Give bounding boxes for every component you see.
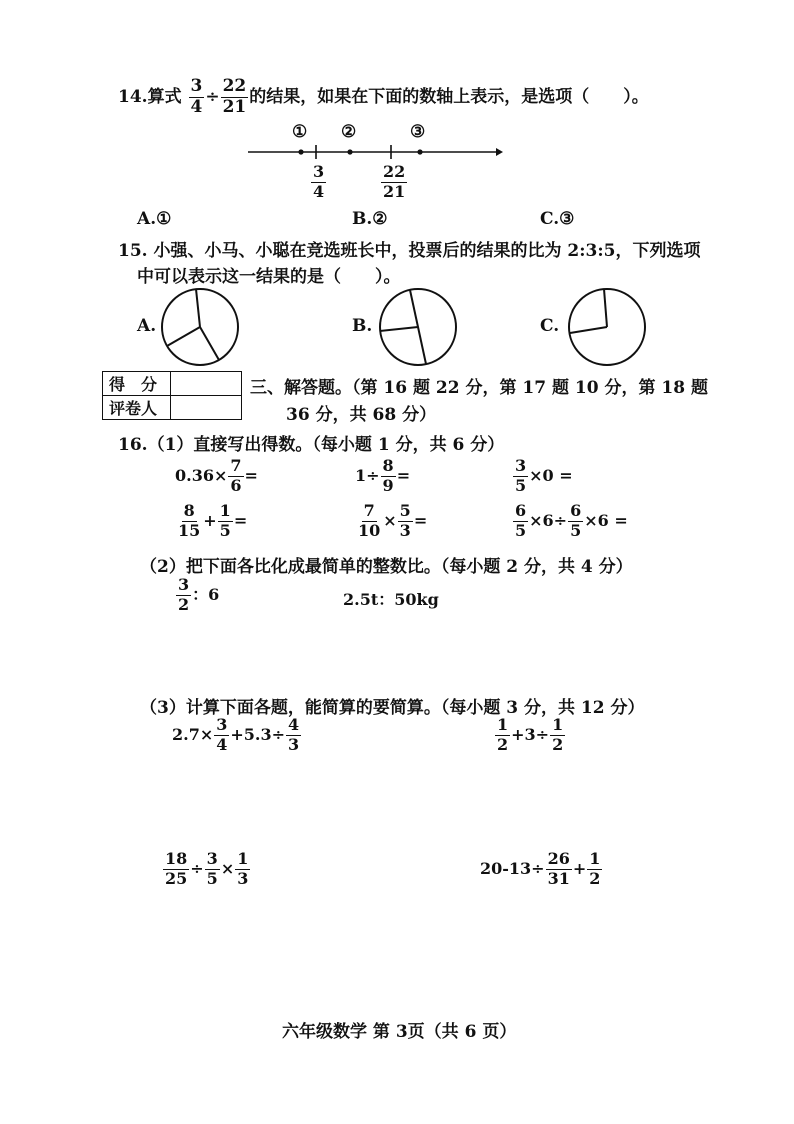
- number-line-point-3: [417, 149, 422, 154]
- score-cell[interactable]: [171, 372, 242, 396]
- section-3-heading-cont: 36 分，共 68 分）: [286, 405, 437, 425]
- page-footer: 六年级数学 第 3页（共 6 页）: [282, 1022, 517, 1042]
- q16-p1-item-e: $\frac{7}{10}$ × $\frac{5}{3}$ =: [358, 501, 428, 540]
- q15-option-b-label[interactable]: B.: [352, 316, 373, 336]
- q16-p1-item-c: $\frac{3}{5}$ ×0 =: [515, 456, 573, 495]
- pie-a-divider-2: [200, 327, 219, 360]
- q14-tail: 的结果，如果在下面的数轴上表示，是选项（ ）。: [249, 86, 649, 107]
- q16-p1-item-d: $\frac{8}{15}$ + $\frac{1}{5}$ =: [178, 501, 248, 540]
- q16-p3-item-a: 2.7× $\frac{3}{4}$ +5.3÷ $\frac{4}{3}$: [172, 715, 300, 754]
- q14-option-b[interactable]: B.②: [352, 209, 388, 229]
- grader-label: 评卷人: [103, 396, 171, 420]
- q14-tick-label-1: $\frac{3}{4}$: [313, 162, 325, 201]
- q14-operator: ÷: [205, 86, 220, 107]
- q15-pie-b[interactable]: [378, 287, 458, 367]
- q16-p1-item-b: 1÷ $\frac{8}{9}$ =: [355, 456, 411, 495]
- q16-p3-item-d: 20-13÷ $\frac{26}{31}$ + $\frac{1}{2}$: [480, 849, 601, 888]
- number-line-point-2: [347, 149, 352, 154]
- number-line-arrow: [496, 148, 503, 156]
- q14-mark-3: ③: [410, 122, 426, 142]
- q14-mark-1: ①: [292, 122, 308, 142]
- q16-p3-item-c: $\frac{18}{25}$ ÷ $\frac{3}{5}$ × $\frac{1}{3}$: [165, 849, 249, 888]
- q14-option-c[interactable]: C.③: [540, 209, 575, 229]
- q14-number: 14.: [118, 86, 148, 107]
- score-table: [102, 371, 242, 420]
- q16-part3-title: （3）计算下面各题，能简算的要简算。（每小题 3 分，共 12 分）: [140, 698, 645, 718]
- q16-part2-title: （2）把下面各比化成最简单的整数比。（每小题 2 分，共 4 分）: [140, 557, 633, 577]
- pie-c-divider-1: [604, 289, 607, 327]
- q14-fraction-2: $\frac{22}{21}$: [222, 76, 247, 117]
- pie-a-divider-1: [196, 289, 200, 327]
- q16-part1-title: 16.（1）直接写出得数。（每小题 1 分，共 6 分）: [118, 435, 505, 455]
- number-line-point-1: [298, 149, 303, 154]
- q15-line-2: 中可以表示这一结果的是（ ）。: [137, 267, 401, 287]
- q15-pie-c[interactable]: [567, 287, 647, 367]
- score-label: 得 分: [103, 372, 171, 396]
- q14-fraction-1: $\frac{3}{4}$: [190, 76, 203, 117]
- pie-a-divider-3: [167, 327, 200, 346]
- q14-option-a[interactable]: A.①: [137, 209, 172, 229]
- q15-line-1: 15. 小强、小马、小聪在竞选班长中，投票后的结果的比为 2:3:5，下列选项: [118, 241, 701, 261]
- q14-mark-2: ②: [341, 122, 357, 142]
- q16-p1-item-f: $\frac{6}{5}$ ×6÷ $\frac{6}{5}$ ×6 =: [515, 501, 628, 540]
- q14-tick-label-2: $\frac{22}{21}$: [383, 162, 406, 201]
- q14-number-line: [248, 144, 503, 164]
- pie-c-divider-2: [570, 327, 607, 333]
- q16-p2-item-a: $\frac{3}{2}$ ：6: [178, 575, 220, 614]
- q14-lead: 算式: [147, 86, 182, 107]
- q16-p3-item-b: $\frac{1}{2}$ +3÷ $\frac{1}{2}$: [497, 715, 564, 754]
- q16-p1-item-a: 0.36× $\frac{7}{6}$ =: [175, 456, 258, 495]
- q15-pie-a[interactable]: [160, 287, 240, 367]
- q15-option-c-label[interactable]: C.: [540, 316, 560, 336]
- q14-stem: [118, 78, 649, 117]
- grader-cell[interactable]: [171, 396, 242, 420]
- pie-b-divider: [380, 327, 418, 331]
- q16-p2-item-b: 2.5t：50kg: [343, 590, 439, 609]
- section-3-heading: 三、解答题。（第 16 题 22 分，第 17 题 10 分，第 18 题: [250, 378, 708, 398]
- q15-option-a-label[interactable]: A.: [137, 316, 157, 336]
